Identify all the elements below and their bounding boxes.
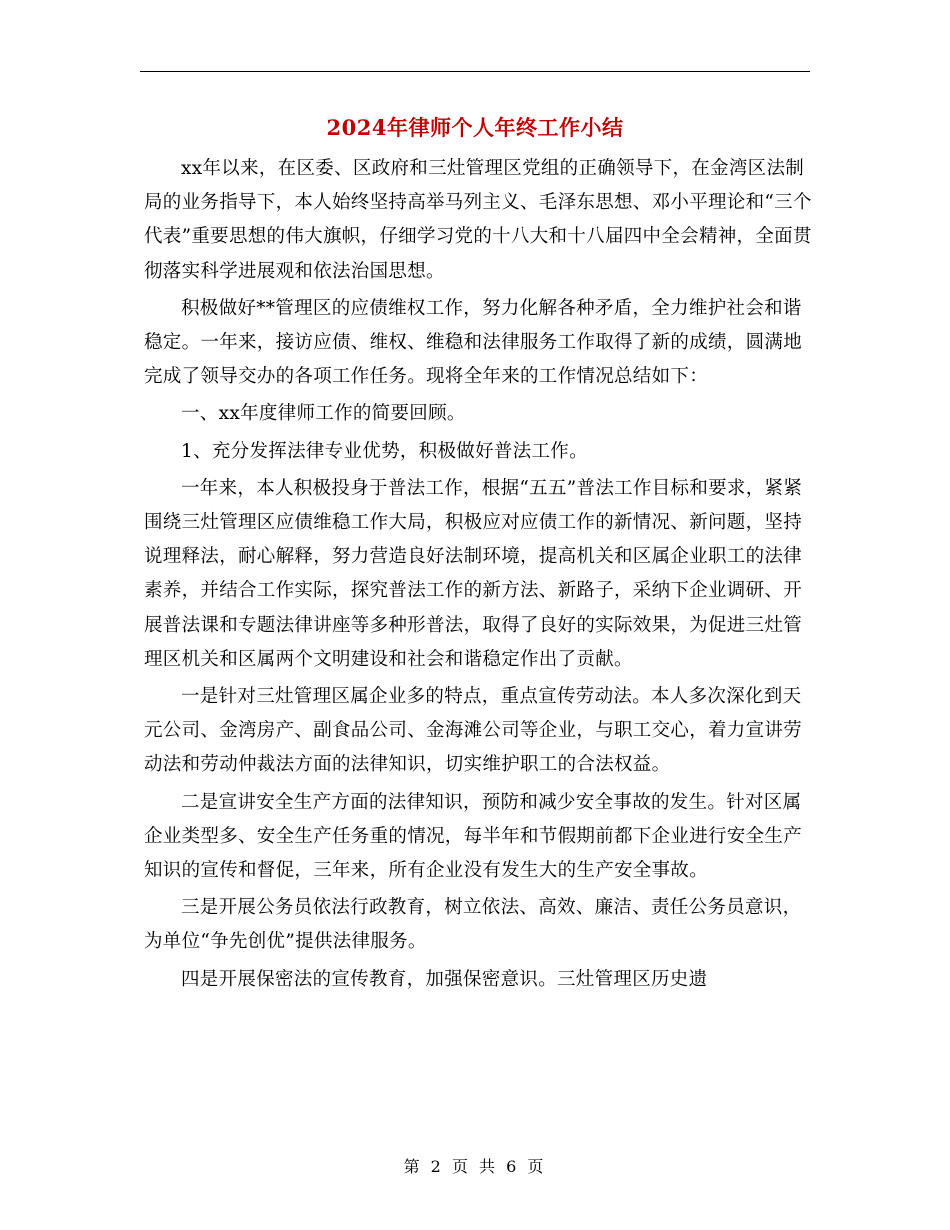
- header-rule: [140, 71, 810, 72]
- paragraph: 一年来，本人积极投身于普法工作，根据“五五”普法工作目标和要求，紧紧围绕三灶管理区应债维稳工作大局，积极应对应债工作的新情况、新问题，坚持说理释法，耐心解释，努力营造良好法制环境，提高机关和区属企业职工的法律素养，并结合工作实际，探究普法工作的新方法、新路子，采纳下企业调研、开展普法课和专题法律讲座等多种形普法，取得了良好的实际效果，为促进三灶管理区机关和区属两个文明建设和社会和谐稳定作出了贡献。: [144, 477, 803, 670]
- paragraph: 三是开展公务员依法行政教育，树立依法、高效、廉洁、责任公务员意识，为单位“争先创优”提供法律服务。: [144, 897, 802, 953]
- paragraph: 二是宣讲安全生产方面的法律知识，预防和减少安全事故的发生。针对区属企业类型多、安全生产任务重的情况，每半年和节假期前都下企业进行安全生产知识的宣传和督促，三年来，所有企业没有发生大的生产安全事故。: [144, 791, 803, 882]
- document-title: 2024年律师个人年终工作小结: [326, 115, 624, 140]
- page-number-footer: 第 2 页 共 6 页: [403, 1157, 547, 1176]
- section-heading: 一、xx年度律师工作的简要回顾。: [181, 403, 466, 425]
- paragraph: 一是针对三灶管理区属企业多的特点，重点宣传劳动法。本人多次深化到天元公司、金湾房产、副食品公司、金海滩公司等企业，与职工交心，着力宣讲劳动法和劳动仲裁法方面的法律知识，切实维护职工的合法权益。: [144, 686, 803, 776]
- subsection-heading: 1、充分发挥法律专业优势，积极做好普法工作。: [181, 440, 588, 462]
- paragraph: 积极做好**管理区的应债维权工作，努力化解各种矛盾，全力维护社会和谐稳定。一年来，接访应债、维权、维稳和法律服务工作取得了新的成绩，圆满地完成了领导交办的各项工作任务。现将全年来的工作情况总结如下：: [144, 297, 803, 388]
- paragraph: xx年以来，在区委、区政府和三灶管理区党组的正确领导下，在金湾区法制局的业务指导下，本人始终坚持高举马列主义、毛泽东思想、邓小平理论和“三个代表”重要思想的伟大旗帜，仔细学习党的十八大和十八届四中全会精神，全面贯彻落实科学进展观和依法治国思想。: [144, 158, 812, 282]
- document-body: [144, 152, 814, 997]
- paragraph: 四是开展保密法的宣传教育，加强保密意识。三灶管理区历史遗: [181, 968, 708, 990]
